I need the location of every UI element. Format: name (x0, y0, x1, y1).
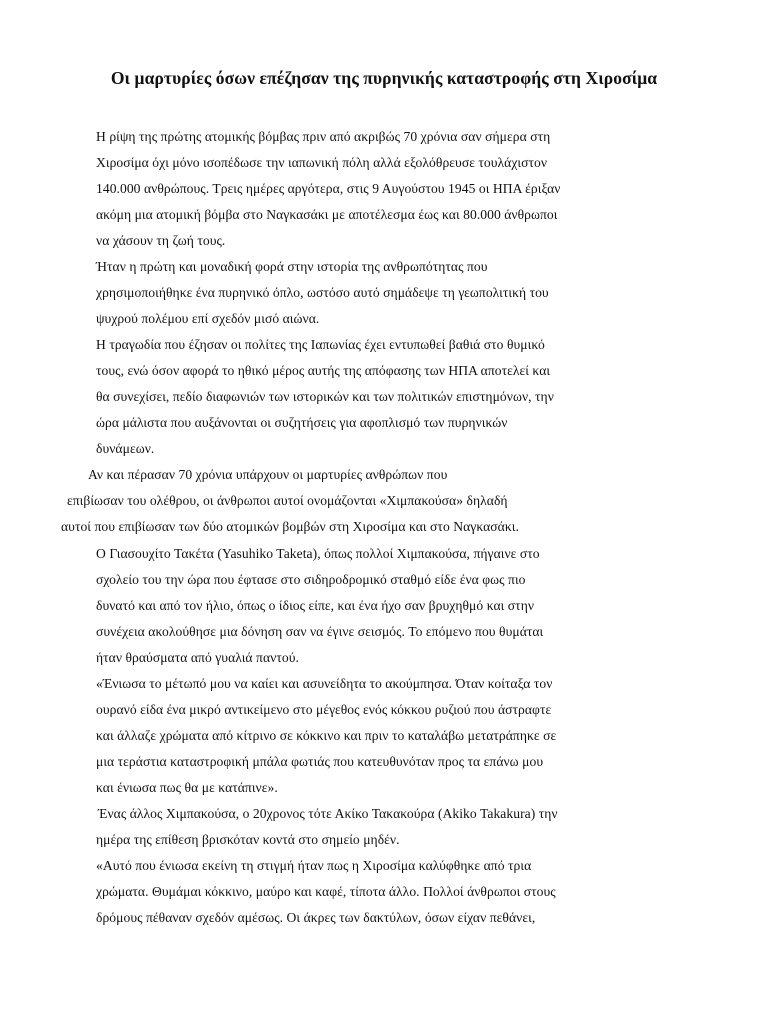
text-line: 140.000 ανθρώπους. Τρεις ημέρες αργότερα, στις 9 Αυγούστου 1945 οι ΗΠΑ έριξαν (96, 181, 561, 196)
text-line: και άλλαζε χρώματα από κίτρινο σε κόκκινο και πριν το καταλάβω μετατράπηκε σε (96, 728, 557, 743)
text-line: Χιροσίμα όχι μόνο ισοπέδωσε την ιαπωνική πόλη αλλά εξολόθρευσε τουλάχιστον (96, 155, 548, 170)
text-line: ακόμη μια ατομική βόμβα στο Ναγκασάκι με αποτέλεσμα έως και 80.000 άνθρωποι (96, 207, 558, 222)
text-line: Η τραγωδία που έζησαν οι πολίτες της Ιαπωνίας έχει εντυπωθεί βαθιά στο θυμικό (96, 337, 545, 352)
text-line: «Αυτό που ένιωσα εκείνη τη στιγμή ήταν πως η Χιροσίμα καλύφθηκε από τρια (96, 858, 532, 873)
text-line: μια τεράστια καταστροφική μπάλα φωτιάς που κατευθυνόταν προς τα επάνω μου (96, 754, 544, 769)
text-line: επιβίωσαν του ολέθρου, οι άνθρωποι αυτοί ονομάζονται «Χιμπακούσα» δηλαδή (67, 493, 508, 508)
text-line: ώρα μάλιστα που αυξάνονται οι συζητήσεις για αφοπλισμό των πυρηνικών (96, 415, 508, 430)
document-title: Οι μαρτυρίες όσων επέζησαν της πυρηνικής καταστροφής στη Χιροσίμα (110, 68, 658, 88)
text-line: να χάσουν τη ζωή τους. (96, 233, 226, 248)
text-line: Ένας άλλος Χιμπακούσα, ο 20χρονος τότε Ακίκο Τακακούρα (Akiko Takakura) την (98, 806, 558, 821)
text-line: Ο Γιασουχίτο Τακέτα (Yasuhiko Taketa), όπως πολλοί Χιμπακούσα, πήγαινε στο (96, 546, 540, 561)
text-line: δυνατό και από τον ήλιο, όπως ο ίδιος είπε, και ένα ήχο σαν βρυχηθμό και στην (96, 598, 535, 613)
text-line: σχολείο του την ώρα που έφτασε στο σιδηροδρομικό σταθμό είδε ένα φως πιο (96, 572, 526, 587)
text-line: δυνάμεων. (96, 441, 155, 456)
text-line: χρώματα. Θυμάμαι κόκκινο, μαύρο και καφέ, τίποτα άλλο. Πολλοί άνθρωποι στους (96, 884, 556, 899)
text-line: Αν και πέρασαν 70 χρόνια υπάρχουν οι μαρτυρίες ανθρώπων που (88, 467, 448, 482)
text-line: συνέχεια ακολούθησε μια δόνηση σαν να έγινε σεισμός. Το επόμενο που θυμάται (96, 624, 544, 639)
text-line: χρησιμοποιήθηκε ένα πυρηνικό όπλο, ωστόσο αυτό σημάδεψε τη γεωπολιτική του (96, 285, 549, 300)
text-line: Η ρίψη της πρώτης ατομικής βόμβας πριν από ακριβώς 70 χρόνια σαν σήμερα στη (96, 129, 551, 144)
text-line: δρόμους πέθαναν σχεδόν αμέσως. Οι άκρες των δακτύλων, όσων είχαν πεθάνει, (96, 910, 536, 925)
text-line: ήταν θραύσματα από γυαλιά παντού. (96, 650, 299, 665)
text-line: θα συνεχίσει, πεδίο διαφωνιών των ιστορικών και των πολιτικών επιστημόνων, την (96, 389, 554, 404)
text-line: Ήταν η πρώτη και μοναδική φορά στην ιστορία της ανθρωπότητας που (96, 259, 488, 274)
text-line: «Ένιωσα το μέτωπό μου να καίει και ασυνείδητα το ακούμπησα. Όταν κοίταξα τον (96, 676, 553, 691)
text-line: ψυχρού πολέμου επί σχεδόν μισό αιώνα. (96, 311, 320, 326)
text-line: τους, ενώ όσον αφορά το ηθικό μέρος αυτής της απόφασης των ΗΠΑ αποτελεί και (96, 363, 551, 378)
text-line: ουρανό είδα ένα μικρό αντικείμενο στο μέγεθος ενός κόκκου ρυζιού που άστραφτε (96, 702, 552, 717)
text-line: και ένιωσα πως θα με κατάπινε». (96, 780, 278, 795)
text-line: αυτοί που επιβίωσαν των δύο ατομικών βομβών στη Χιροσίμα και στο Ναγκασάκι. (61, 519, 519, 534)
text-line: ημέρα της επίθεση βρισκόταν κοντά στο σημείο μηδέν. (96, 832, 400, 847)
